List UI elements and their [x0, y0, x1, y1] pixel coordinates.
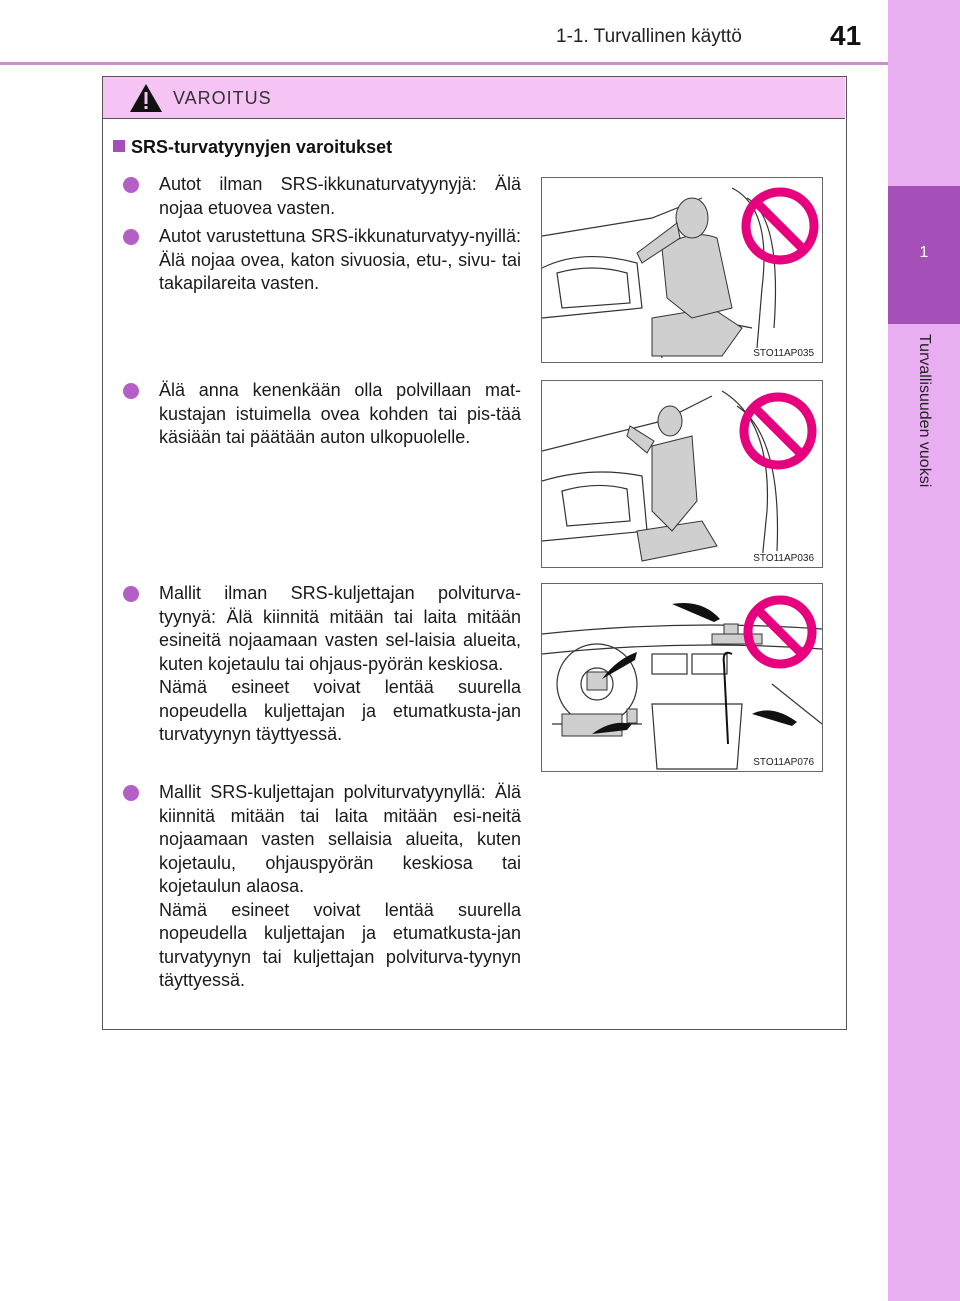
car-interior-illustration [542, 178, 822, 362]
bullet-icon [123, 586, 139, 602]
list-item [123, 379, 521, 450]
figure-code: STO11AP076 [753, 757, 814, 768]
section-heading-text: SRS-turvatyynyjen varoitukset [131, 137, 393, 157]
warning-label: VAROITUS [173, 88, 272, 108]
list-item-text: Älä anna kenenkään olla polvillaan mat-kustajan istuimella ovea kohden tai pis-tää käsiään tai päätään auton ulkopuolelle. [159, 380, 521, 447]
list-item-text: Autot ilman SRS-ikkunaturvatyynyjä: Älä nojaa etuovea vasten. [159, 174, 521, 218]
illustration-leaning-on-door [541, 177, 823, 363]
list-item-text: Autot varustettuna SRS-ikkunaturvatyy-nyillä: Älä nojaa ovea, katon sivuosia, etu-, sivu- tai takapilareita vasten. [159, 226, 521, 293]
warning-header [103, 77, 845, 119]
figure-code: STO11AP036 [753, 553, 814, 564]
section-heading [113, 137, 392, 158]
list-item-text: Mallit SRS-kuljettajan polviturvatyynyllä: Älä kiinnitä mitään tai laita mitään esi-neitä nojaamaan vasten sellaisia alueita, kuten kojetaulu, ohjauspyörän keskiosa tai kojetaulun alaosa. Nämä esineet voivat lentää suurella nopeudella kuljettajan ja etumatkusta-jan turvatyynyn tai kuljettajan polviturva-tyynyn täyttyessä. [159, 782, 521, 990]
list-item [123, 582, 521, 747]
illustration-kneeling-on-seat [541, 380, 823, 568]
warning-box [102, 76, 847, 1030]
car-interior-illustration [542, 381, 822, 567]
header-divider [0, 62, 888, 65]
list-item-text: Mallit ilman SRS-kuljettajan polviturva-tyynyä: Älä kiinnitä mitään tai laita mitään esineitä nojaamaan vasten sel-laisia alueita, kuten kojetaulu tai ohjaus-pyörän keskiosa. Nämä esineet voivat lentää suurella nopeudella kuljettajan ja etumatkusta-jan turvatyynyn täyttyessä. [159, 583, 521, 744]
bullet-icon [123, 383, 139, 399]
chapter-number: 1 [919, 244, 929, 261]
chapter-title-vertical [904, 334, 944, 574]
chapter-title: Turvallisuuden vuoksi [916, 334, 933, 488]
page-header [0, 0, 888, 64]
bullet-icon [123, 785, 139, 801]
chapter-tab[interactable] [888, 186, 960, 324]
warning-triangle-icon [129, 83, 163, 113]
chapter-sidebar [888, 0, 960, 1301]
figure-code: STO11AP035 [753, 348, 814, 359]
illustration-objects-on-dashboard [541, 583, 823, 772]
list-item [123, 173, 521, 220]
page-number: 41 [830, 20, 862, 51]
dashboard-illustration [542, 584, 822, 771]
bullet-icon [123, 229, 139, 245]
section-title: 1-1. Turvallinen käyttö [556, 26, 742, 47]
list-item [123, 225, 521, 296]
bullet-icon [123, 177, 139, 193]
list-item [123, 781, 521, 993]
square-bullet-icon [113, 140, 125, 152]
